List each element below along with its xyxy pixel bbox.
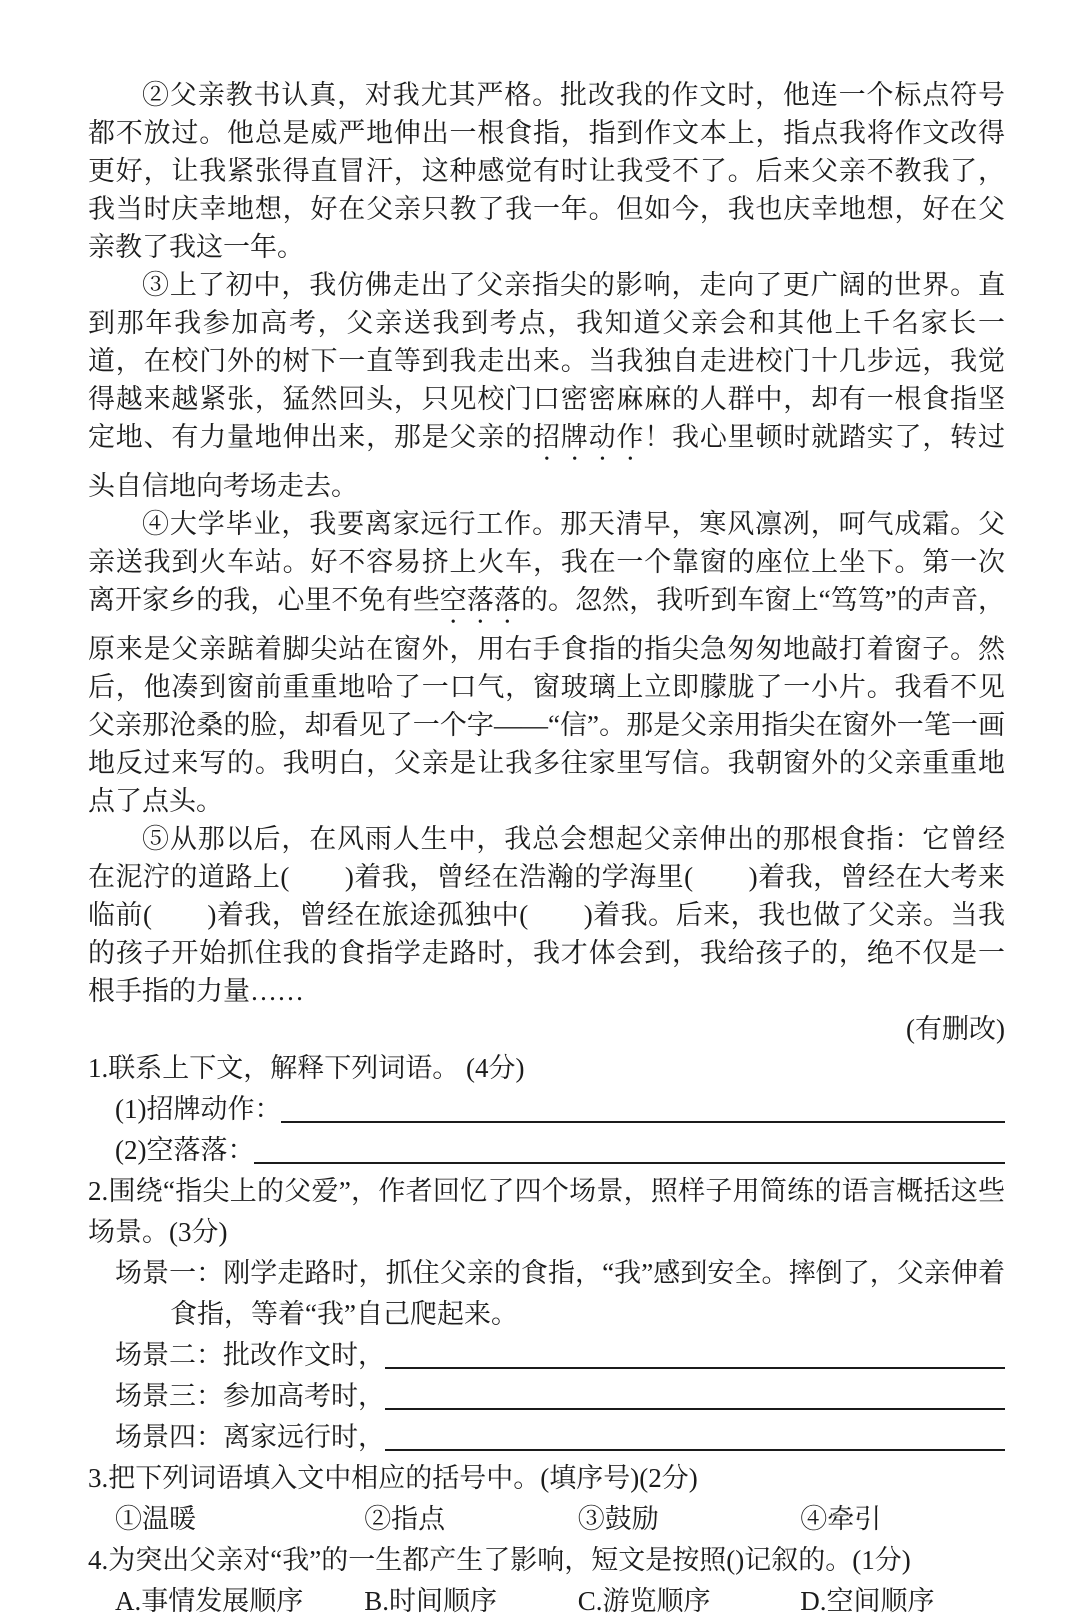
emphasized-word-zhaopai-dongzuo: 招牌动作 [533,422,645,452]
q2-scene-4-text: 离家远行时， [223,1422,385,1452]
q2-scene-4-label: 场景四： [115,1422,223,1452]
q1-item-1-answer-blank[interactable] [281,1121,1005,1123]
q2-scene-3-answer-blank[interactable] [385,1408,1005,1410]
question-1-item-2 [88,1130,1005,1171]
q2-scene-2 [88,1335,1005,1376]
q2-scene-1-text: 刚学走路时，抓住父亲的食指，“我”感到安全。摔倒了，父亲伸着食指，等着“我”自己爬起来。 [170,1258,1006,1329]
passage-attribution: (有删改) [906,1014,1005,1044]
q2-scene-3 [88,1376,1005,1417]
question-4-stem: 4.为突出父亲对“我”的一生都产生了影响，短文是按照()记叙的。(1分) [88,1545,911,1575]
q2-scene-4-answer-blank[interactable] [385,1449,1005,1451]
q2-scene-3-text: 参加高考时， [223,1381,385,1411]
passage-paragraph-5: ⑤从那以后，在风雨人生中，我总会想起父亲伸出的那根食指：它曾经在泥泞的道路上( )着我，曾经在浩瀚的学海里( )着我，曾经在大考来临前( )着我，曾经在旅途孤独中( )着我。后来，我也做了父亲。当我的孩子开始抓住我的食指学走路时，我才体会到，我给孩子的，绝不仅是一根手指的力量…… [88,824,1005,1006]
q2-scene-3-label: 场景三： [115,1381,223,1411]
q3-option-2[interactable]: ②指点 [364,1504,446,1534]
q2-scene-1-label: 场景一： [115,1258,224,1288]
q2-scene-2-answer-blank[interactable] [385,1367,1005,1369]
question-section [88,1048,1005,1622]
question-1-stem: 1.联系上下文，解释下列词语。 (4分) [88,1053,525,1083]
question-1-item-1 [88,1089,1005,1130]
question-2-stem: 2.围绕“指尖上的父爱”，作者回忆了四个场景，照样子用简练的语言概括这些场景。(3分) [88,1176,1005,1247]
q3-options [88,1499,1005,1540]
passage-paragraph-3 [88,266,1005,505]
q3-option-1[interactable]: ①温暖 [115,1504,196,1534]
q2-scene-1-example [88,1253,1005,1335]
q4-option-b[interactable]: B.时间顺序 [364,1586,497,1616]
reading-passage [88,76,1005,1048]
q1-item-2-label: (2)空落落： [115,1135,255,1165]
paragraph-text: 的。忽然，我听到车窗上“笃笃”的声音，原来是父亲踮着脚尖站在窗外，用右手食指的指尖急匆匆地敲打着窗子。然后，他凑到窗前重重地哈了一口气，窗玻璃上立即朦胧了一小片。我看不见父亲那沧桑的脸，却看见了一个字——“信”。那是父亲用指尖在窗外一笔一画地反过来写的。我明白，父亲是让我多往家里写信。我朝窗外的父亲重重地点了点头。 [88,585,1006,816]
passage-paragraph-2: ②父亲教书认真，对我尤其严格。批改我的作文时，他连一个标点符号都不放过。他总是威严地伸出一根食指，指到作文本上，指点我将作文改得更好，让我紧张得直冒汗，这种感觉有时让我受不了。后来父亲不教我了，我当时庆幸地想，好在父亲只教了我一年。但如今，我也庆幸地想，好在父亲教了我这一年。 [88,80,1005,262]
q4-options [88,1581,1005,1622]
q4-option-a[interactable]: A.事情发展顺序 [115,1586,304,1616]
q3-option-4[interactable]: ④牵引 [800,1504,882,1534]
q4-option-c[interactable]: C.游览顺序 [577,1586,711,1616]
question-3-stem: 3.把下列词语填入文中相应的括号中。(填序号)(2分) [88,1463,698,1493]
q4-option-d[interactable]: D.空间顺序 [800,1586,935,1616]
passage-paragraph-4 [88,505,1005,820]
q1-item-1-label: (1)招牌动作： [115,1094,282,1124]
q2-scene-2-text: 批改作文时， [223,1340,385,1370]
q3-option-3[interactable]: ③鼓励 [577,1504,659,1534]
paragraph-text: ③上了初中，我仿佛走出了父亲指尖的影响，走向了更广阔的世界。直到那年我参加高考，父亲送我到考点，我知道父亲会和其他上千名家长一道，在校门外的树下一直等到我走出来。当我独自走进校门十几步远，我觉得越来越紧张，猛然回头，只见校门口密密麻麻的人群中，却有一根食指坚定地、有力量地伸出来，那是父亲的 [88,270,1005,452]
q2-scene-4 [88,1417,1005,1458]
paragraph-text: ！我心里顿时就踏实了，转过头自信地向考场走去。 [88,422,1005,501]
emphasized-word-kongluoluo: 空落落 [439,585,521,615]
q2-scene-2-label: 场景二： [115,1340,223,1370]
paragraph-text: ④大学毕业，我要离家远行工作。那天清早，寒风凛冽，呵气成霜。父亲送我到火车站。好不容易挤上火车，我在一个靠窗的座位上坐下。第一次离开家乡的我，心里不免有些 [88,509,1005,615]
q1-item-2-answer-blank[interactable] [254,1162,1005,1164]
